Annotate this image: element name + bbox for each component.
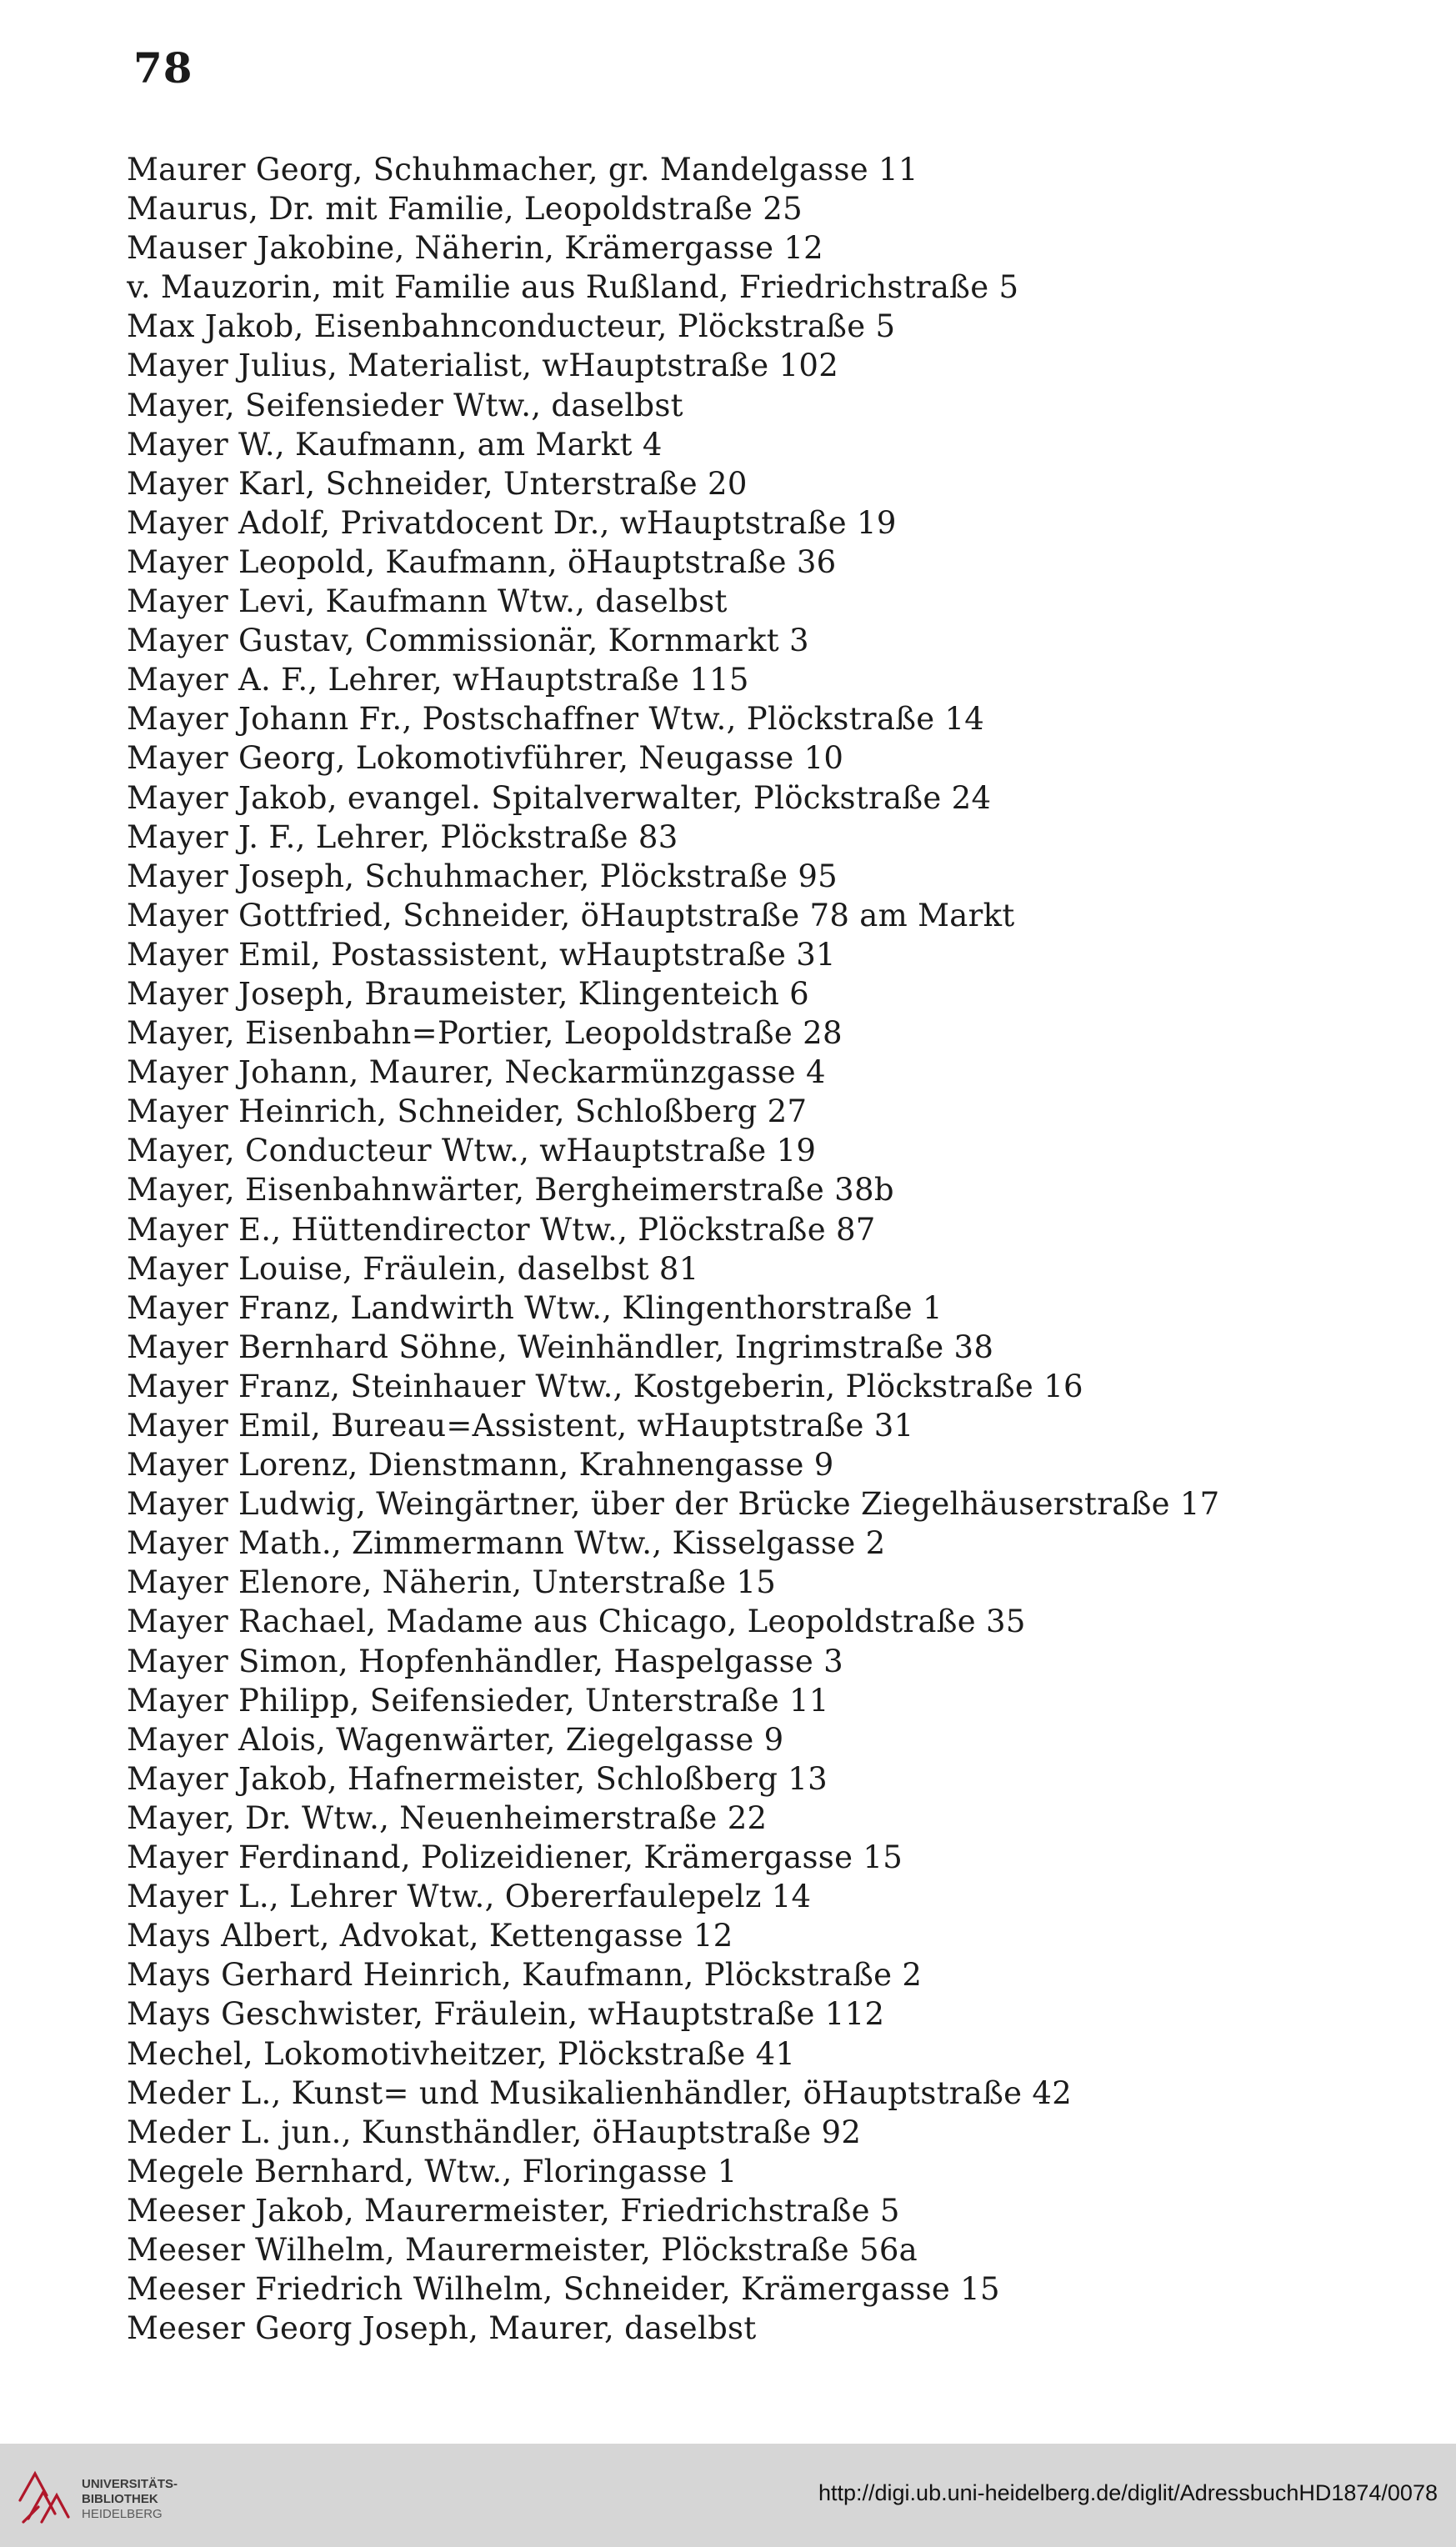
directory-entry: Mayer, Dr. Wtw., Neuenheimerstraße 22 <box>127 1799 768 1836</box>
library-name <box>82 2477 223 2522</box>
directory-entry: Meeser Jakob, Maurermeister, Friedrichstraße 5 <box>127 2192 900 2229</box>
directory-entry: Maurer Georg, Schuhmacher, gr. Mandelgasse 11 <box>127 152 918 188</box>
directory-entry: Mayer, Eisenbahn=Portier, Leopoldstraße 28 <box>127 1015 843 1052</box>
directory-entry: Mayer Joseph, Schuhmacher, Plöckstraße 95 <box>127 858 838 894</box>
directory-entry: Mayer Math., Zimmermann Wtw., Kisselgasse 2 <box>127 1525 886 1562</box>
directory-entry-list <box>127 150 1393 2348</box>
library-name-line-3: HEIDELBERG <box>82 2507 163 2521</box>
library-logo-icon <box>17 2467 72 2525</box>
directory-entry: Max Jakob, Eisenbahnconducteur, Plöckstraße 5 <box>127 308 896 345</box>
directory-entry: Mayer L., Lehrer Wtw., Obererfaulepelz 14 <box>127 1879 812 1915</box>
directory-entry: Megele Bernhard, Wtw., Floringasse 1 <box>127 2153 738 2189</box>
directory-entry: Mayer Philipp, Seifensieder, Unterstraße 11 <box>127 1682 829 1719</box>
directory-entry: Mayer Ferdinand, Polizeidiener, Krämergasse 15 <box>127 1839 903 1876</box>
directory-entry: Mayer Levi, Kaufmann Wtw., daselbst <box>127 583 728 620</box>
directory-entry: Mayer Karl, Schneider, Unterstraße 20 <box>127 465 748 502</box>
directory-entry: Mayer Rachael, Madame aus Chicago, Leopoldstraße 35 <box>127 1604 1026 1640</box>
directory-entry: Mechel, Lokomotivheitzer, Plöckstraße 41 <box>127 2035 796 2072</box>
directory-entry: Mayer Elenore, Näherin, Unterstraße 15 <box>127 1564 777 1601</box>
directory-entry: Mayer Bernhard Söhne, Weinhändler, Ingrimstraße 38 <box>127 1329 994 1365</box>
directory-entry: Mayer Franz, Landwirth Wtw., Klingenthorstraße 1 <box>127 1289 943 1326</box>
directory-entry: Mayer Leopold, Kaufmann, öHauptstraße 36 <box>127 543 837 580</box>
directory-entry: Mayer, Seifensieder Wtw., daselbst <box>127 387 683 423</box>
library-name-line-1: UNIVERSITÄTS- <box>82 2477 178 2491</box>
source-url-link[interactable]: http://digi.ub.uni-heidelberg.de/diglit/AdressbuchHD1874/0078 <box>818 2480 1438 2505</box>
directory-entry: Mayer W., Kaufmann, am Markt 4 <box>127 426 663 463</box>
directory-entry: Mayer Jakob, Hafnermeister, Schloßberg 13 <box>127 1760 828 1797</box>
directory-entry: Mayer Johann, Maurer, Neckarmünzgasse 4 <box>127 1054 826 1091</box>
directory-entry: Mayer Ludwig, Weingärtner, über der Brücke Ziegelhäuserstraße 17 <box>127 1486 1220 1523</box>
directory-entry: Meder L. jun., Kunsthändler, öHauptstraße 92 <box>127 2114 862 2150</box>
directory-entry: Mayer Alois, Wagenwärter, Ziegelgasse 9 <box>127 1721 784 1758</box>
directory-entry: Mayer Louise, Fräulein, daselbst 81 <box>127 1250 699 1287</box>
directory-entry: Mayer J. F., Lehrer, Plöckstraße 83 <box>127 818 678 855</box>
directory-entry: Meeser Georg Joseph, Maurer, daselbst <box>127 2310 757 2347</box>
footer-bar <box>0 2444 1456 2547</box>
directory-entry: Mayer Johann Fr., Postschaffner Wtw., Plöckstraße 14 <box>127 701 985 738</box>
directory-entry: Mayer, Conducteur Wtw., wHauptstraße 19 <box>127 1133 817 1169</box>
directory-entry: Mayer Simon, Hopfenhändler, Haspelgasse 3 <box>127 1643 843 1679</box>
directory-entry: Meeser Friedrich Wilhelm, Schneider, Krämergasse 15 <box>127 2271 1000 2308</box>
directory-entry: Mayer Emil, Bureau=Assistent, wHauptstraße 31 <box>127 1408 914 1444</box>
directory-entry: Mayer A. F., Lehrer, wHauptstraße 115 <box>127 662 749 698</box>
directory-entry: Mayer, Eisenbahnwärter, Bergheimerstraße 38b <box>127 1172 894 1208</box>
directory-entry: Mauser Jakobine, Näherin, Krämergasse 12 <box>127 230 824 267</box>
directory-entry: Mayer Jakob, evangel. Spitalverwalter, Plöckstraße 24 <box>127 779 992 816</box>
library-name-line-2: BIBLIOTHEK <box>82 2492 158 2506</box>
directory-entry: Meder L., Kunst= und Musikalienhändler, öHauptstraße 42 <box>127 2074 1073 2111</box>
directory-entry: Mayer Julius, Materialist, wHauptstraße 102 <box>127 348 839 384</box>
directory-entry: Mays Albert, Advokat, Kettengasse 12 <box>127 1918 733 1954</box>
directory-entry: Mays Geschwister, Fräulein, wHauptstraße 112 <box>127 1996 885 2033</box>
directory-entry: Mayer Franz, Steinhauer Wtw., Kostgeberin, Plöckstraße 16 <box>127 1368 1083 1404</box>
directory-entry: Mayer Georg, Lokomotivführer, Neugasse 10 <box>127 740 844 777</box>
directory-entry: Mayer Adolf, Privatdocent Dr., wHauptstraße 19 <box>127 504 897 541</box>
directory-entry: Mayer Gustav, Commissionär, Kornmarkt 3 <box>127 623 809 659</box>
directory-entry: Mayer Joseph, Braumeister, Klingenteich 6 <box>127 975 810 1012</box>
directory-entry: v. Mauzorin, mit Familie aus Rußland, Friedrichstraße 5 <box>127 269 1019 306</box>
directory-entry: Mayer E., Hüttendirector Wtw., Plöckstraße 87 <box>127 1211 876 1248</box>
directory-entry: Mayer Emil, Postassistent, wHauptstraße 31 <box>127 936 836 973</box>
directory-entry: Mays Gerhard Heinrich, Kaufmann, Plöckstraße 2 <box>127 1957 923 1994</box>
directory-entry: Mayer Gottfried, Schneider, öHauptstraße 78 am Markt <box>127 897 1015 933</box>
directory-entry: Mayer Lorenz, Dienstmann, Krahnengasse 9 <box>127 1447 834 1484</box>
page-number: 78 <box>133 43 193 93</box>
directory-entry: Meeser Wilhelm, Maurermeister, Plöckstraße 56a <box>127 2231 918 2268</box>
directory-entry: Mayer Heinrich, Schneider, Schloßberg 27 <box>127 1093 808 1130</box>
directory-entry: Maurus, Dr. mit Familie, Leopoldstraße 25 <box>127 191 803 228</box>
